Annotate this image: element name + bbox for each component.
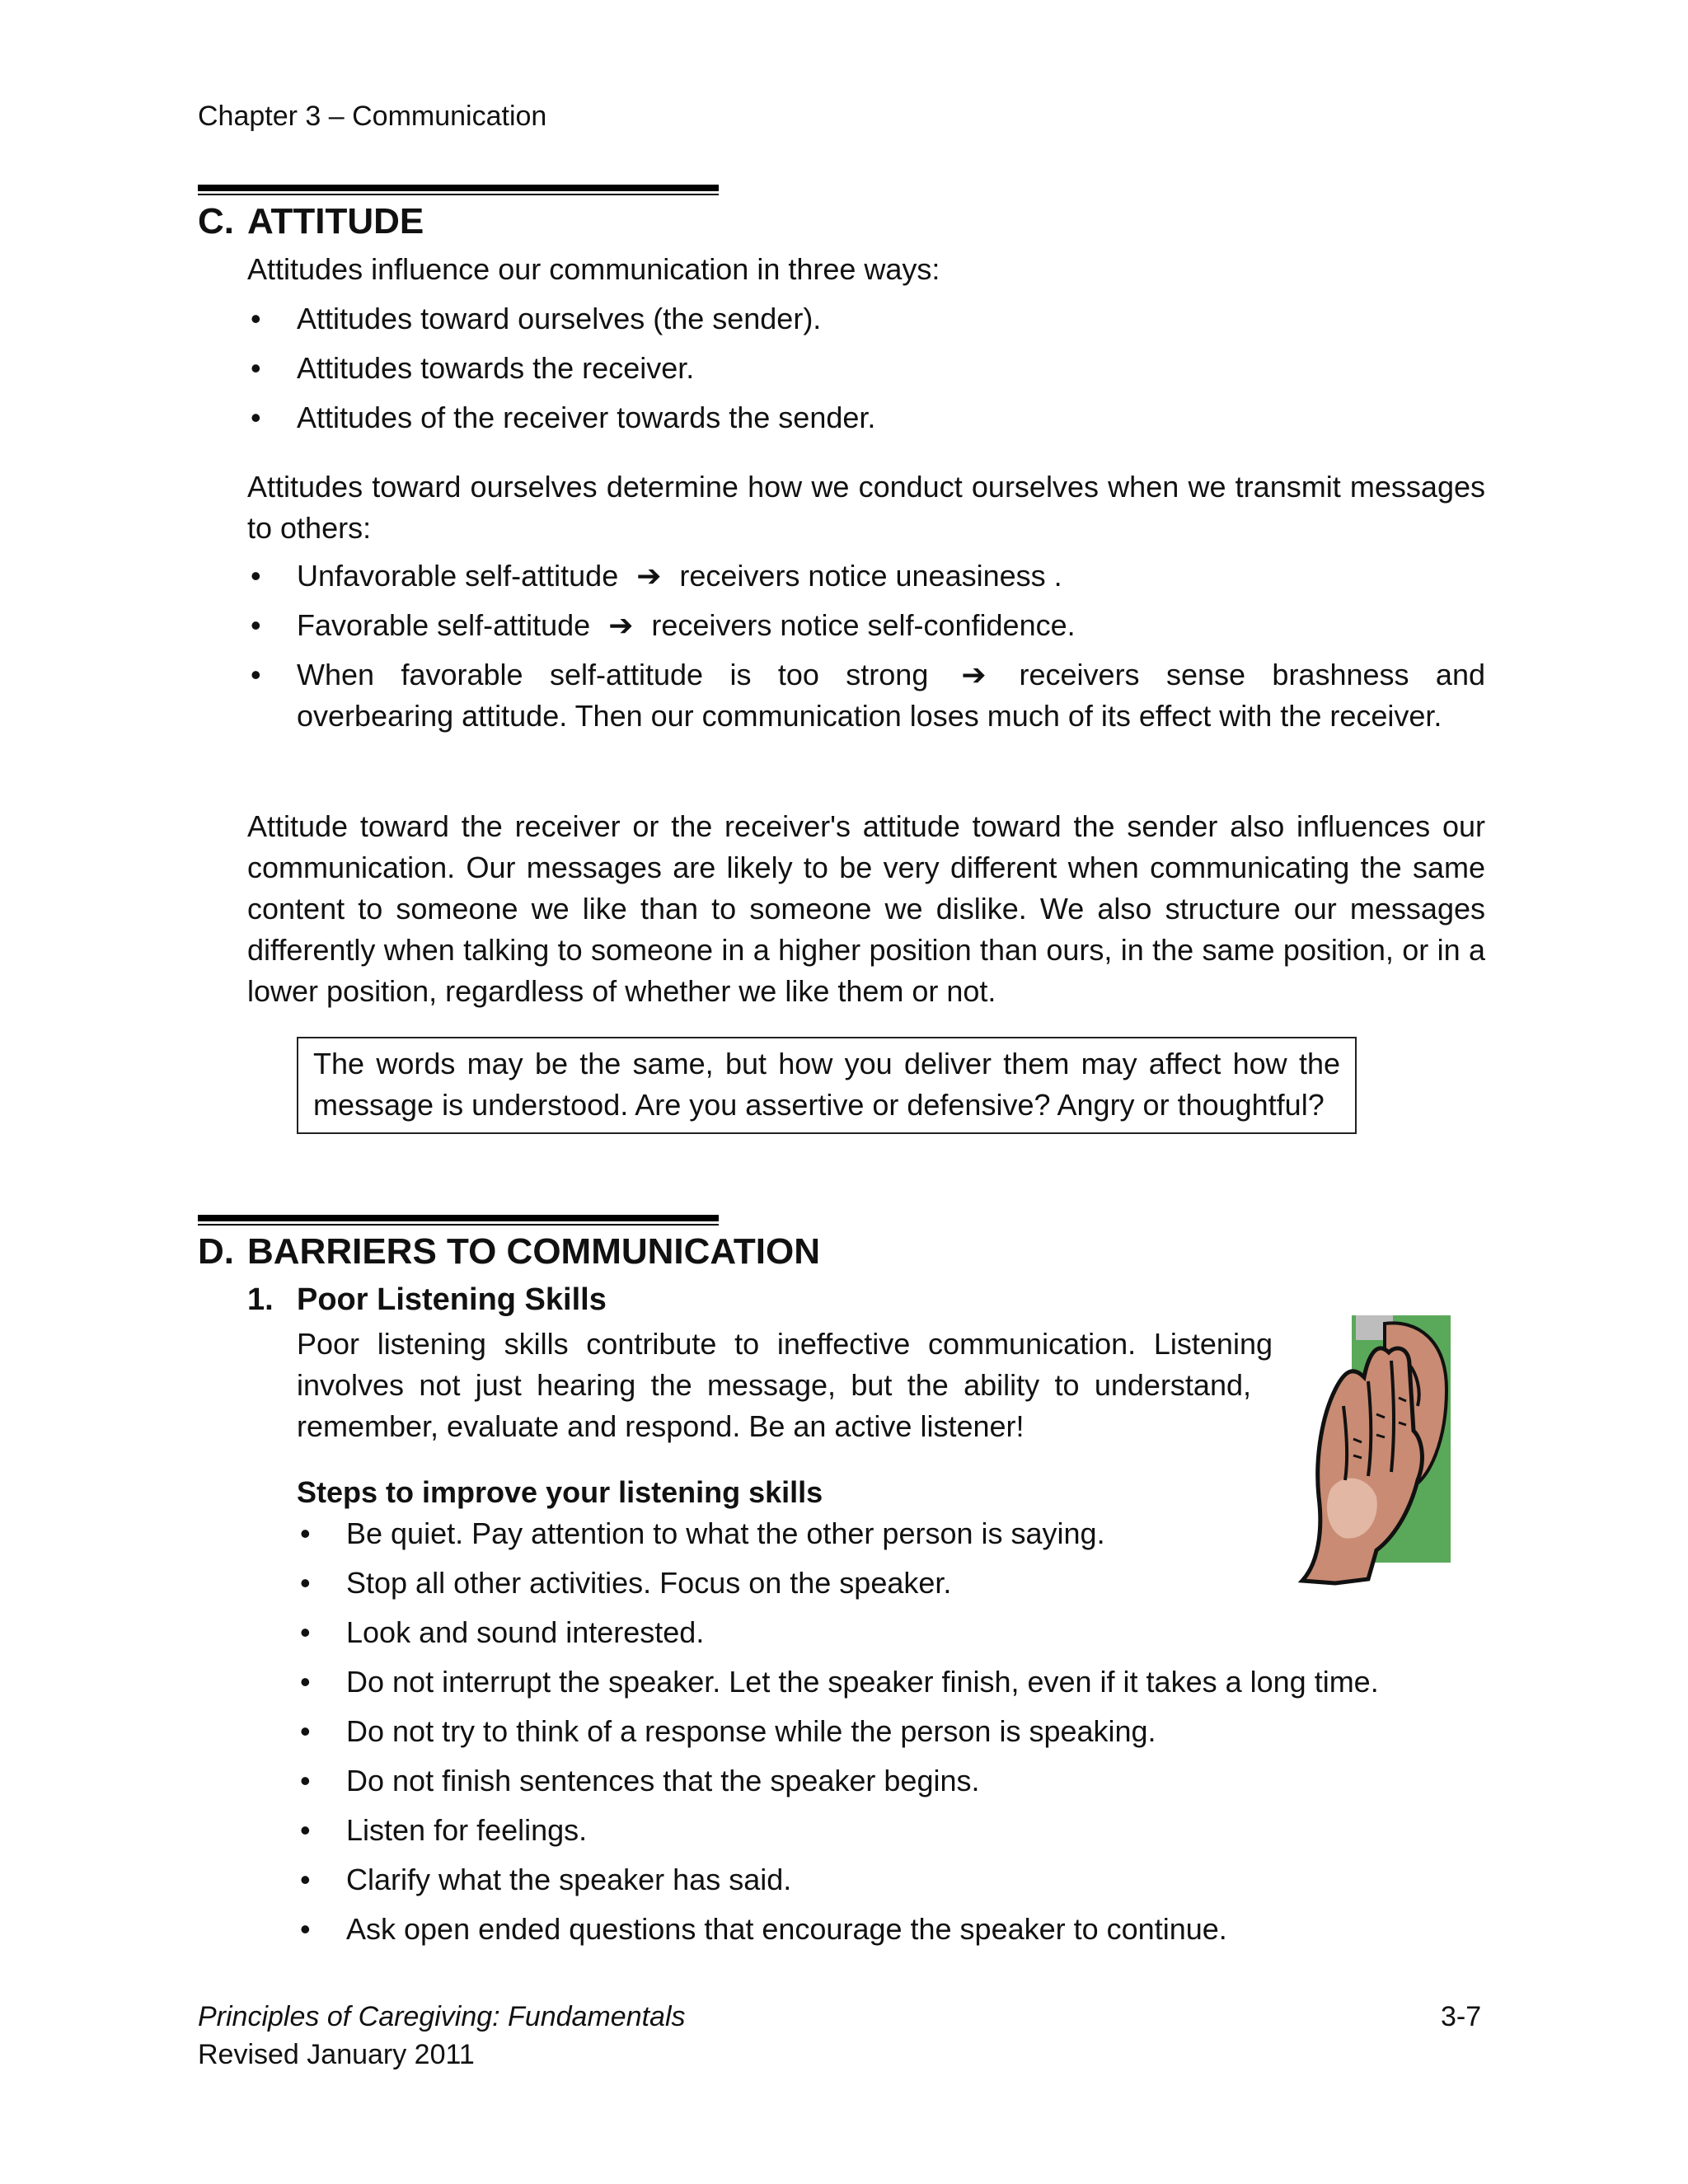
list-item: • Stop all other activities. Focus on the speaker. <box>297 1563 1533 1604</box>
arrow-right-icon: ➔ <box>608 608 634 642</box>
section-c-heading <box>198 201 424 242</box>
running-header: Chapter 3 – Communication <box>198 101 547 132</box>
list-item: • Listen for feelings. <box>297 1810 1533 1851</box>
subheading-title: Poor Listening Skills <box>297 1282 607 1317</box>
section-letter: C. <box>198 201 234 241</box>
section-rule <box>198 1215 719 1226</box>
arrow-right-icon: ➔ <box>636 559 662 593</box>
list-item: • Look and sound interested. <box>297 1612 1533 1653</box>
section-letter: D. <box>198 1231 234 1272</box>
listening-steps-list <box>297 1513 1533 1958</box>
section-title: ATTITUDE <box>247 201 424 241</box>
footer-book-title: Principles of Caregiving: Fundamentals <box>198 2001 686 2032</box>
bullet-icon: • <box>251 559 261 593</box>
list-item: • Favorable self-attitude ➔ receivers notice self-confidence. <box>247 605 1485 646</box>
footer-revised-date: Revised January 2011 <box>198 2039 475 2070</box>
arrow-right-icon: ➔ <box>961 658 987 691</box>
page-number: 3-7 <box>1441 2001 1482 2032</box>
callout-box: The words may be the same, but how you deliver them may affect how the message is understood. Are you assertive or defensive? Angry or thoughtful? <box>297 1037 1357 1134</box>
section-d-heading <box>198 1231 820 1272</box>
bullet-icon: • <box>300 1764 311 1797</box>
section-title: BARRIERS TO COMMUNICATION <box>247 1231 821 1272</box>
section-rule <box>198 185 719 196</box>
bullet-icon: • <box>300 1516 311 1550</box>
bullet-icon: • <box>300 1714 311 1748</box>
list-item: • Attitudes toward ourselves (the sender). <box>247 298 1485 340</box>
bullet-icon: • <box>300 1615 311 1649</box>
list-item: • Do not finish sentences that the speaker begins. <box>297 1760 1533 1802</box>
attitude-ways-list <box>247 298 1485 447</box>
list-item: • When favorable self-attitude is too strong ➔ receivers sense brashness and overbearing attitude. Then our communication loses much of its effect with the receiver. <box>247 654 1485 737</box>
bullet-icon: • <box>251 302 261 335</box>
list-item: • Be quiet. Pay attention to what the other person is saying. <box>297 1513 1533 1554</box>
bullet-icon: • <box>300 1566 311 1600</box>
bullet-icon: • <box>251 351 261 385</box>
self-attitude-list <box>247 555 1485 745</box>
list-item: • Unfavorable self-attitude ➔ receivers notice uneasiness . <box>247 555 1485 597</box>
bullet-icon: • <box>300 1665 311 1699</box>
list-item: • Do not interrupt the speaker. Let the speaker finish, even if it takes a long time. <box>297 1661 1533 1703</box>
attitude-intro: Attitudes influence our communication in three ways: <box>247 252 940 286</box>
bullet-icon: • <box>300 1813 311 1847</box>
list-item: • Clarify what the speaker has said. <box>297 1859 1533 1900</box>
steps-title: Steps to improve your listening skills <box>297 1475 823 1509</box>
bullet-icon: • <box>300 1912 311 1946</box>
receiver-attitude-paragraph: Attitude toward the receiver or the receiver's attitude toward the sender also influences our communication. Our messages are likely to be very different when communicating the same content to someone we like than to someone we dislike. We also structure our messages differently when talking to someone in a higher position than ours, in the same position, or in a lower position, regardless of whether we like them or not. <box>247 809 1485 1008</box>
listening-paragraph: Poor listening skills contribute to ineffective communication. Listening involves not just hearing the message, but the ability to understand, remember, evaluate and respond. Be an active listener! <box>297 1327 1273 1443</box>
self-attitude-intro: Attitudes toward ourselves determine how we conduct ourselves when we transmit messages to others: <box>247 470 1485 545</box>
subheading-number: 1. <box>247 1282 274 1317</box>
bullet-icon: • <box>251 401 261 434</box>
subheading-poor-listening <box>247 1282 607 1318</box>
list-item: • Do not try to think of a response while the person is speaking. <box>297 1711 1533 1752</box>
bullet-icon: • <box>251 608 261 642</box>
list-item: • Ask open ended questions that encourage the speaker to continue. <box>297 1909 1533 1950</box>
list-item: • Attitudes towards the receiver. <box>247 348 1485 389</box>
list-item: • Attitudes of the receiver towards the sender. <box>247 397 1485 438</box>
bullet-icon: • <box>300 1863 311 1896</box>
bullet-icon: • <box>251 658 261 691</box>
